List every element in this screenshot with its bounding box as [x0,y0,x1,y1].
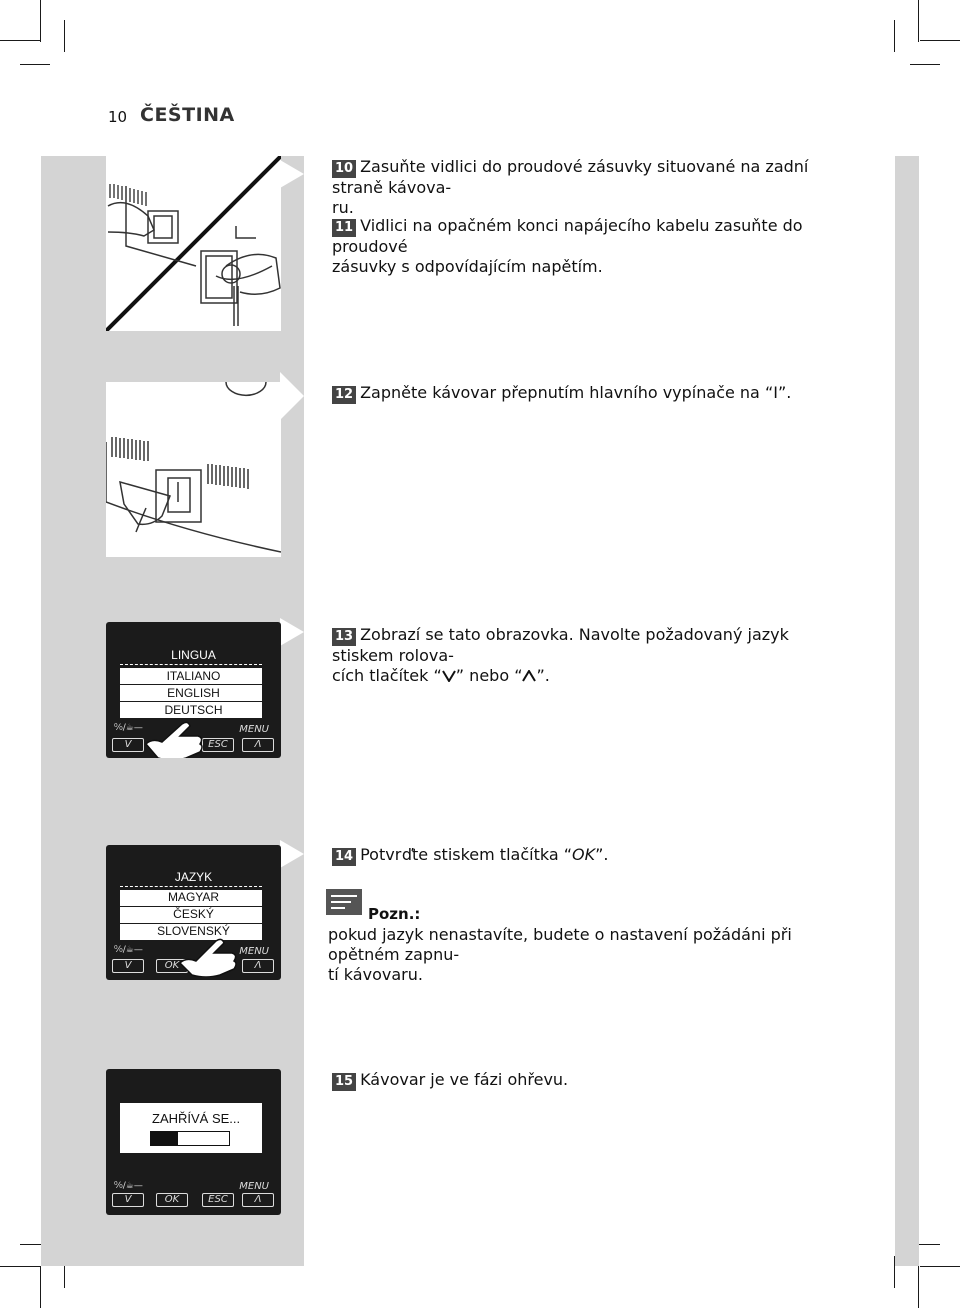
screen-item: DEUTSCH [164,703,223,717]
step-text: Potvrďte stiskem tlačítka “ [360,845,573,864]
chevron-down-icon [442,670,456,682]
step-text: Kávovar je ve fázi ohřevu. [360,1070,569,1089]
right-grey-band [895,156,919,1266]
step-13 [332,625,852,686]
hand-pointer-icon [144,718,204,758]
step-text: Vidlici na opačném konci napájecího kabelu zasuňte do proudové zásuvky s odpovídajícím napětím. [332,216,803,276]
step-number: 15 [332,1073,356,1091]
screen-item: ČESKÝ [173,907,214,921]
aroma-icon: ⁰⁄₀/☕— [114,723,143,733]
screen-title: LINGUA [171,648,216,662]
note-text: pokud jazyk nenastavíte, budete o nastavení požádáni při opětném zapnu- tí kávovaru. [328,925,792,984]
step-text: ”. [536,666,550,685]
ok-label: OK [572,845,596,864]
page-number: 10 [108,108,128,126]
menu-label: MENU [239,946,269,957]
scroll-up-button[interactable]: Λ [242,959,274,973]
language-screen [106,622,281,758]
crop-mark [894,20,895,52]
aroma-icon: ⁰⁄₀/☕— [114,945,143,955]
step-number: 12 [332,386,356,404]
step-11 [332,216,852,277]
heating-status-text: ZAHŘÍVÁ SE... [152,1111,241,1126]
step-14 [332,845,852,866]
step-text: Zobrazí se tato obrazovka. Navolte požadovaný jazyk stiskem rolova- cích tlačítek “ [332,625,789,685]
crop-mark [20,64,50,65]
confirm-screen [106,845,281,980]
page-title: ČEŠTINA [140,104,235,126]
crop-mark [918,1266,919,1308]
crop-mark [910,64,940,65]
menu-label: MENU [239,1181,269,1192]
step-text: ” nebo “ [455,666,523,685]
esc-button[interactable]: ESC [202,1193,234,1207]
step-15 [332,1070,852,1091]
screen-item: ITALIANO [166,669,221,683]
step-number: 13 [332,628,356,646]
screen-item: ENGLISH [167,686,220,700]
ok-button[interactable]: OK [156,1193,188,1207]
scroll-up-button[interactable]: Λ [242,738,274,752]
ok-button[interactable]: OK [156,959,188,973]
screen-title: JAZYK [174,870,213,884]
scroll-down-button[interactable]: V [112,738,144,752]
crop-mark [64,20,65,52]
screen-divider [120,664,262,665]
aroma-icon: ⁰⁄₀/☕— [114,1181,143,1191]
screen-item: SLOVENSKÝ [157,924,230,938]
step-text: ”. [595,845,609,864]
step-10 [332,157,852,218]
step-text: Zapněte kávovar přepnutím hlavního vypínače na “I”. [360,383,792,402]
crop-mark [0,1266,40,1267]
step-text: Zasuňte vidlici do proudové zásuvky situované na zadní straně kávova- ru. [332,157,809,217]
step-number: 11 [332,219,356,237]
scroll-down-button[interactable]: V [112,1193,144,1207]
crop-mark [920,1266,960,1267]
main-switch-illustration [106,382,281,557]
scroll-up-button[interactable]: Λ [242,1193,274,1207]
screen-divider [120,701,262,702]
chevron-up-icon [522,670,536,682]
hand-pointer-icon [178,935,238,977]
crop-mark [918,0,919,42]
screen-item: MAGYAR [167,890,220,904]
note-icon [326,889,362,915]
crop-mark [0,40,40,41]
crop-mark [920,40,960,41]
menu-label: MENU [239,724,269,735]
heating-screen [106,1069,281,1215]
step-number: 10 [332,160,356,178]
heating-progress-fill [151,1132,178,1145]
step-12 [332,383,852,404]
screen-divider [120,886,262,887]
note-title: Pozn.: [368,905,421,923]
crop-mark [40,0,41,42]
scroll-down-button[interactable]: V [112,959,144,973]
heating-progress-bar [150,1131,230,1146]
crop-mark [40,1266,41,1308]
esc-button[interactable]: ESC [202,738,234,752]
pointer-arrows [280,150,310,1000]
plug-socket-illustration [106,156,281,331]
screen-divider [120,684,262,685]
step-number: 14 [332,848,356,866]
